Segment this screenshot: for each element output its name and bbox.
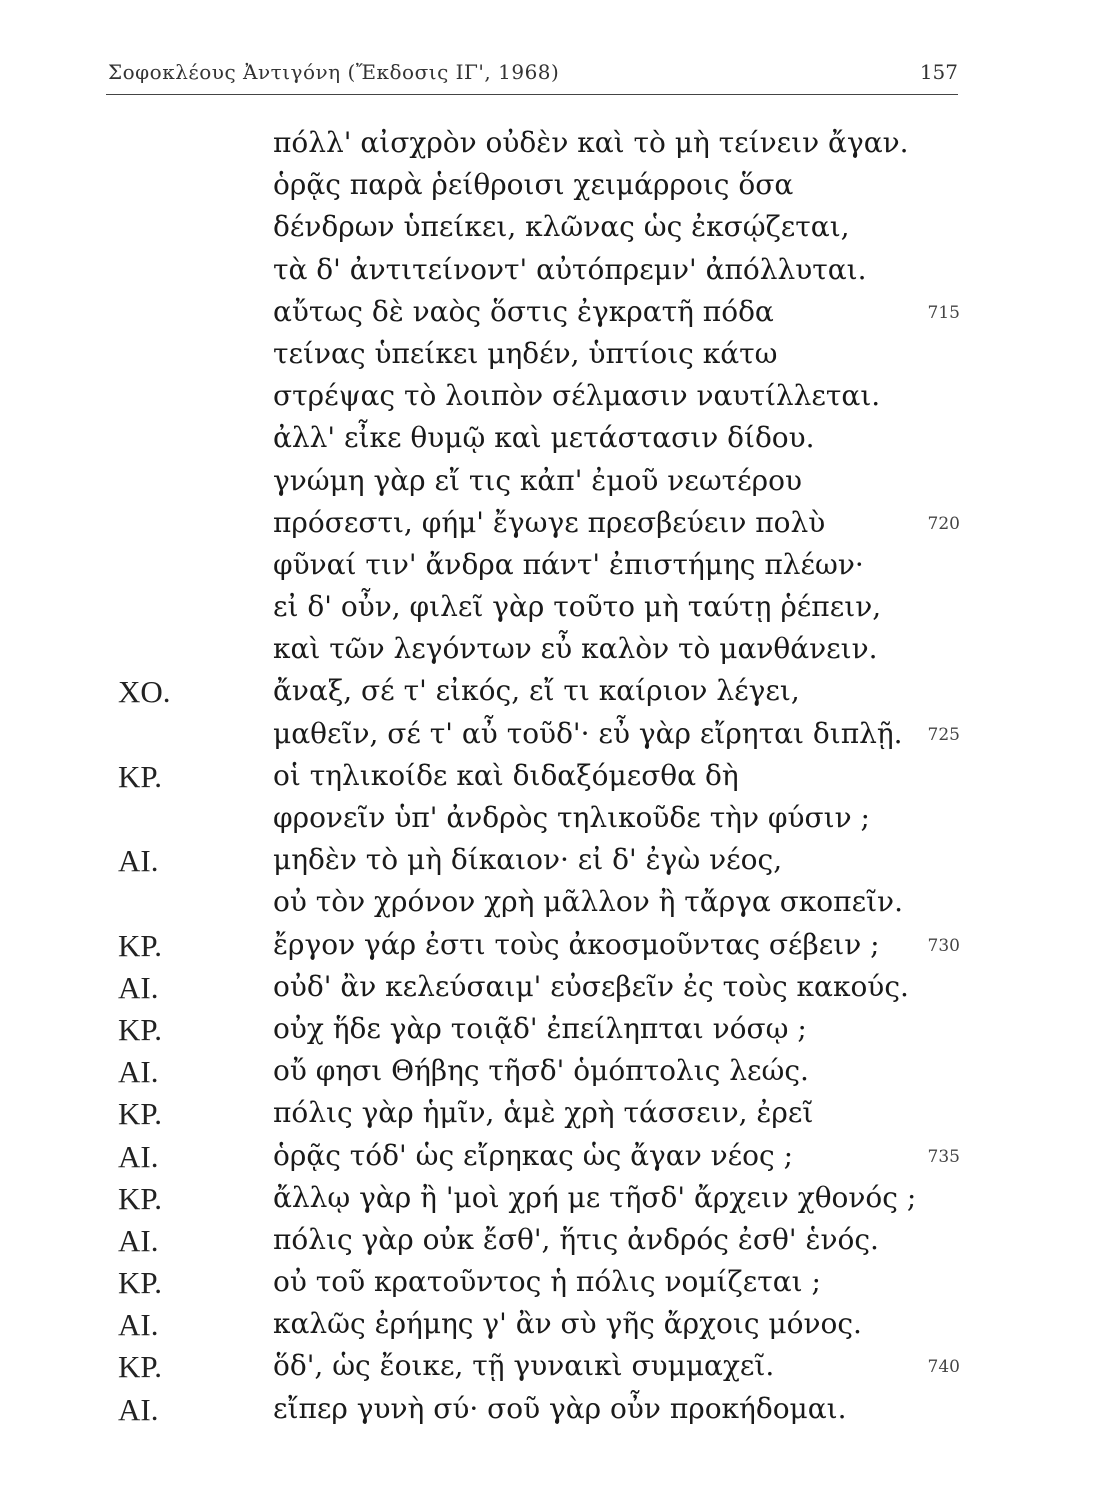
line-number: 730 (927, 935, 960, 956)
verse-line (0, 1217, 1096, 1259)
verse-text: οὐδ' ἂν κελεύσαιμ' εὐσεβεῖν ἐς τοὺς κακούς. (273, 969, 909, 1003)
verse-text: οὐ τοῦ κρατοῦντος ἡ πόλις νομίζεται ; (273, 1265, 821, 1299)
verse-text: ἔργον γάρ ἐστι τοὺς ἀκοσμοῦντας σέβειν ; (273, 927, 880, 961)
verse-text: ἄλλῳ γὰρ ἢ 'μοὶ χρή με τῆσδ' ἄρχειν χθονός ; (273, 1180, 917, 1214)
header-rule (106, 94, 958, 95)
verse-line (0, 753, 1096, 795)
verse-text: καὶ τῶν λεγόντων εὖ καλὸν τὸ μανθάνειν. (273, 632, 878, 666)
verse-line (0, 711, 1096, 753)
verse-text: ὁρᾷς παρὰ ῥείθροισι χειμάρροις ὅσα (273, 168, 794, 202)
verse-line (0, 668, 1096, 710)
verse-text: μηδὲν τὸ μὴ δίκαιον· εἰ δ' ἐγὼ νέος, (273, 843, 783, 877)
verse-line (0, 415, 1096, 457)
line-number: 715 (927, 302, 960, 323)
speaker-label: ΑΙ. (118, 1222, 159, 1258)
verse-text: γνώμη γὰρ εἴ τις κἀπ' ἐμοῦ νεωτέρου (273, 463, 803, 497)
verse-text: πρόσεστι, φήμ' ἔγωγε πρεσβεύειν πολὺ (273, 505, 826, 539)
verse-text: πόλις γὰρ οὐκ ἔσθ', ἥτις ἀνδρός ἐσθ' ἑνός. (273, 1222, 879, 1256)
verse-text: ὅδ', ὡς ἔοικε, τῇ γυναικὶ συμμαχεῖ. (273, 1349, 775, 1383)
verse-line (0, 1259, 1096, 1301)
speaker-label: ΑΙ. (118, 1138, 159, 1174)
verse-text: εἰ δ' οὖν, φιλεῖ γὰρ τοῦτο μὴ ταύτῃ ῥέπειν, (273, 590, 882, 624)
verse-line (0, 458, 1096, 500)
verse-text: οἱ τηλικοίδε καὶ διδαξόμεσθα δὴ (273, 758, 739, 792)
verse-text: αὔτως δὲ ναὸς ὅστις ἐγκρατῆ πόδα (273, 294, 774, 328)
speaker-label: ΑΙ. (118, 1307, 159, 1343)
verse-line (0, 837, 1096, 879)
speaker-label: ΚΡ. (118, 1011, 162, 1047)
verse-line (0, 1133, 1096, 1175)
verse-text: φῦναί τιν' ἄνδρα πάντ' ἐπιστήμης πλέων· (273, 547, 864, 581)
page-number: 157 (919, 60, 958, 84)
speaker-label: ΚΡ. (118, 1349, 162, 1385)
speaker-label: ΑΙ. (118, 1054, 159, 1090)
verse-line (0, 331, 1096, 373)
verse-text: οὐ τὸν χρόνον χρὴ μᾶλλον ἢ τἄργα σκοπεῖν. (273, 885, 903, 919)
verse-line (0, 626, 1096, 668)
verse-text: τὰ δ' ἀντιτείνοντ' αὐτόπρεμν' ἀπόλλυται. (273, 252, 867, 286)
verse-text: εἴπερ γυνὴ σύ· σοῦ γὰρ οὖν προκήδομαι. (273, 1391, 847, 1425)
line-number: 740 (927, 1357, 960, 1378)
verse-line (0, 247, 1096, 289)
verse-line (0, 879, 1096, 921)
verse-line (0, 1301, 1096, 1343)
verse-text: πόλις γὰρ ἡμῖν, ἁμὲ χρὴ τάσσειν, ἐρεῖ (273, 1096, 814, 1130)
verse-line (0, 1048, 1096, 1090)
verse-line (0, 922, 1096, 964)
verse-text: πόλλ' αἰσχρὸν οὐδὲν καὶ τὸ μὴ τείνειν ἄγαν. (273, 126, 909, 159)
verse-text: ὁρᾷς τόδ' ὡς εἴρηκας ὡς ἄγαν νέος ; (273, 1138, 794, 1172)
verse-text: στρέψας τὸ λοιπὸν σέλμασιν ναυτίλλεται. (273, 379, 881, 413)
verse-text: φρονεῖν ὑπ' ἀνδρὸς τηλικοῦδε τὴν φύσιν ; (273, 801, 870, 834)
verse-text: οὐχ ἥδε γὰρ τοιᾷδ' ἐπείληπται νόσῳ ; (273, 1011, 807, 1045)
line-number: 735 (927, 1146, 960, 1167)
verse-line (0, 373, 1096, 415)
verse-line (0, 289, 1096, 331)
speaker-label: ΑΙ. (118, 969, 159, 1005)
verse-line (0, 964, 1096, 1006)
speaker-label: ΚΡ. (118, 758, 162, 794)
verse-line (0, 162, 1096, 204)
verse-text: ἄναξ, σέ τ' εἰκός, εἴ τι καίριον λέγει, (273, 674, 800, 708)
line-number: 720 (927, 513, 960, 534)
speaker-label: ΚΡ. (118, 1096, 162, 1132)
verse-text: ἀλλ' εἶκε θυμῷ καὶ μετάστασιν δίδου. (273, 421, 815, 455)
verse-line (0, 542, 1096, 584)
verse-text: οὔ φησι Θήβης τῆσδ' ὁμόπτολις λεώς. (273, 1054, 809, 1088)
speaker-label: ΚΡ. (118, 1180, 162, 1216)
verse-text: τείνας ὑπείκει μηδέν, ὑπτίοις κάτω (273, 336, 778, 370)
line-number: 725 (927, 724, 960, 745)
verse-text: μαθεῖν, σέ τ' αὖ τοῦδ'· εὖ γὰρ εἴρηται διπλῇ. (273, 716, 903, 750)
verse-line (0, 795, 1096, 837)
speaker-label: ΧΟ. (118, 674, 171, 710)
speaker-label: ΚΡ. (118, 1265, 162, 1301)
verse-line (0, 120, 1096, 162)
speaker-label: ΚΡ. (118, 927, 162, 963)
verse-list (0, 120, 1096, 1428)
speaker-label: ΑΙ. (118, 843, 159, 879)
speaker-label: ΑΙ. (118, 1391, 159, 1427)
verse-line (0, 204, 1096, 246)
verse-line (0, 1386, 1096, 1428)
verse-line (0, 1090, 1096, 1132)
verse-line (0, 500, 1096, 542)
verse-text: καλῶς ἐρήμης γ' ἂν σὺ γῆς ἄρχοις μόνος. (273, 1307, 862, 1341)
verse-line (0, 584, 1096, 626)
verse-line (0, 1175, 1096, 1217)
verse-text: δένδρων ὑπείκει, κλῶνας ὡς ἐκσῴζεται, (273, 210, 850, 244)
running-header: Σοφοκλέους Ἀντιγόνη (Ἔκδοσις ΙΓ', 1968) (108, 60, 560, 84)
verse-line (0, 1006, 1096, 1048)
verse-line (0, 1343, 1096, 1385)
